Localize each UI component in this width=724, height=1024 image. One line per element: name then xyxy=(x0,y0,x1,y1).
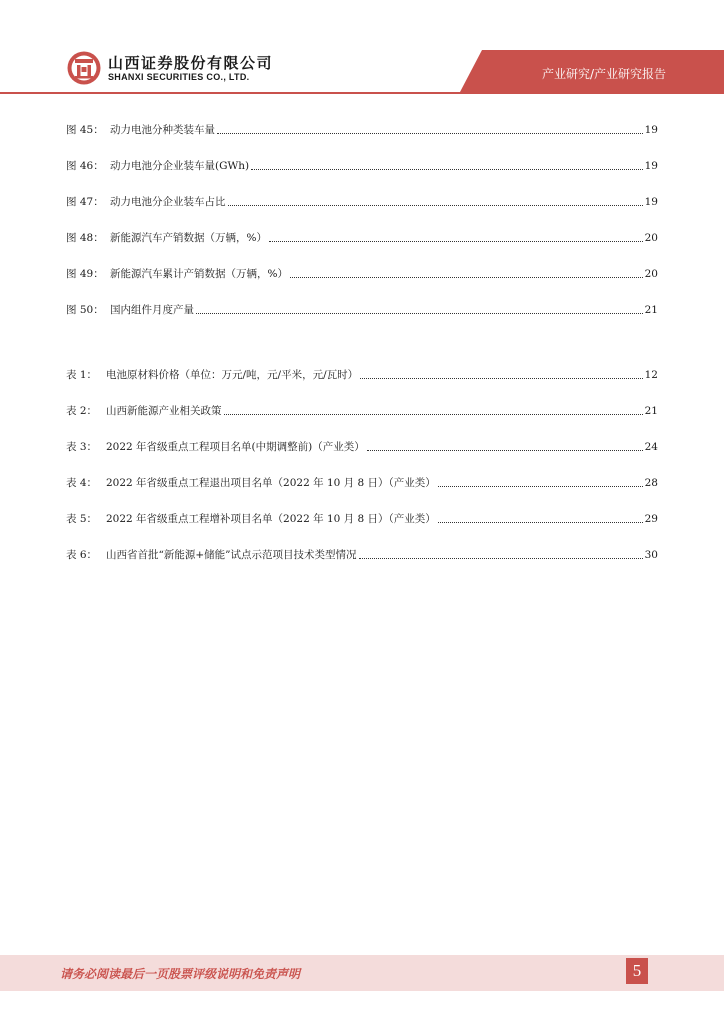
toc-entry-number: 图 47： xyxy=(66,196,104,208)
toc-entry-figure-48[interactable] xyxy=(66,227,658,245)
toc-leader-dots xyxy=(367,449,643,451)
toc-entry-title: 国内组件月度产量 xyxy=(110,304,194,316)
toc-entry-number: 图 46： xyxy=(66,160,104,172)
company-name-cn: 山西证券股份有限公司 xyxy=(108,54,274,72)
toc-entry-page: 21 xyxy=(644,405,658,417)
toc-entry-title: 新能源汽车累计产销数据（万辆，%） xyxy=(110,268,288,280)
toc-entry-number: 表 5： xyxy=(66,513,98,525)
toc-entry-title: 新能源汽车产销数据（万辆，%） xyxy=(110,232,267,244)
toc-leader-dots xyxy=(251,168,642,170)
toc-entry-title: 山西省首批“新能源+储能”试点示范项目技术类型情况 xyxy=(106,549,357,561)
toc-entry-page: 19 xyxy=(644,196,658,208)
page-header xyxy=(0,0,724,92)
toc-entry-title: 山西新能源产业相关政策 xyxy=(106,405,222,417)
toc-entry-table-4[interactable] xyxy=(66,472,658,490)
toc-entry-table-5[interactable] xyxy=(66,508,658,526)
toc-entry-figure-47[interactable] xyxy=(66,191,658,209)
toc-leader-dots xyxy=(438,521,643,523)
toc-entry-figure-46[interactable] xyxy=(66,155,658,173)
toc-entry-page: 20 xyxy=(644,268,658,280)
toc-entry-page: 24 xyxy=(644,441,658,453)
shanxi-securities-logo-icon xyxy=(66,50,102,86)
toc-entry-page: 20 xyxy=(644,232,658,244)
toc-entry-page: 19 xyxy=(644,124,658,136)
toc-leader-dots xyxy=(438,485,643,487)
toc-entry-number: 图 45： xyxy=(66,124,104,136)
toc-entry-figure-45[interactable] xyxy=(66,119,658,137)
toc-entry-table-2[interactable] xyxy=(66,400,658,418)
toc-entry-page: 19 xyxy=(644,160,658,172)
toc-entry-number: 图 48： xyxy=(66,232,104,244)
toc-entry-page: 30 xyxy=(644,549,658,561)
toc-leader-dots xyxy=(228,204,643,206)
toc-entry-title: 2022 年省级重点工程退出项目名单（2022 年 10 月 8 日）（产业类） xyxy=(106,477,436,489)
toc-entry-title: 电池原材料价格（单位：万元/吨，元/平米，元/瓦时） xyxy=(106,369,359,381)
company-name-en: SHANXI SECURITIES CO., LTD. xyxy=(108,72,250,82)
toc-entry-title: 动力电池分企业装车量(GWh) xyxy=(110,160,250,172)
header-divider xyxy=(0,92,724,94)
toc-entry-page: 29 xyxy=(644,513,658,525)
toc-entry-title: 动力电池分企业装车占比 xyxy=(110,196,226,208)
toc-leader-dots xyxy=(196,312,643,314)
toc-entry-page: 21 xyxy=(644,304,658,316)
toc-entry-number: 表 6： xyxy=(66,549,98,561)
toc-entry-number: 表 3： xyxy=(66,441,98,453)
toc-entry-title: 动力电池分种类装车量 xyxy=(110,124,215,136)
toc-entry-number: 表 4： xyxy=(66,477,98,489)
toc-leader-dots xyxy=(224,413,643,415)
toc-entry-table-6[interactable] xyxy=(66,544,658,562)
page-number: 5 xyxy=(626,958,648,984)
toc-entry-title: 2022 年省级重点工程增补项目名单（2022 年 10 月 8 日）（产业类） xyxy=(106,513,436,525)
footer-disclaimer[interactable]: 请务必阅读最后一页股票评级说明和免责声明 xyxy=(60,967,301,981)
toc-leader-dots xyxy=(269,240,643,242)
toc-leader-dots xyxy=(217,132,643,134)
toc-entry-page: 28 xyxy=(644,477,658,489)
toc-entry-table-3[interactable] xyxy=(66,436,658,454)
toc-entry-number: 表 1： xyxy=(66,369,98,381)
toc-entry-title: 2022 年省级重点工程项目名单(中期调整前)（产业类） xyxy=(106,441,365,453)
toc-entry-number: 表 2： xyxy=(66,405,98,417)
toc-leader-dots xyxy=(360,377,643,379)
report-type-label: 产业研究/产业研究报告 xyxy=(541,67,666,81)
toc-entry-figure-50[interactable] xyxy=(66,299,658,317)
toc-entry-page: 12 xyxy=(644,369,658,381)
toc-entry-figure-49[interactable] xyxy=(66,263,658,281)
toc-entry-number: 图 50： xyxy=(66,304,104,316)
toc-entry-number: 图 49： xyxy=(66,268,104,280)
toc-leader-dots xyxy=(290,276,643,278)
toc-entry-table-1[interactable] xyxy=(66,364,658,382)
toc-leader-dots xyxy=(359,557,643,559)
